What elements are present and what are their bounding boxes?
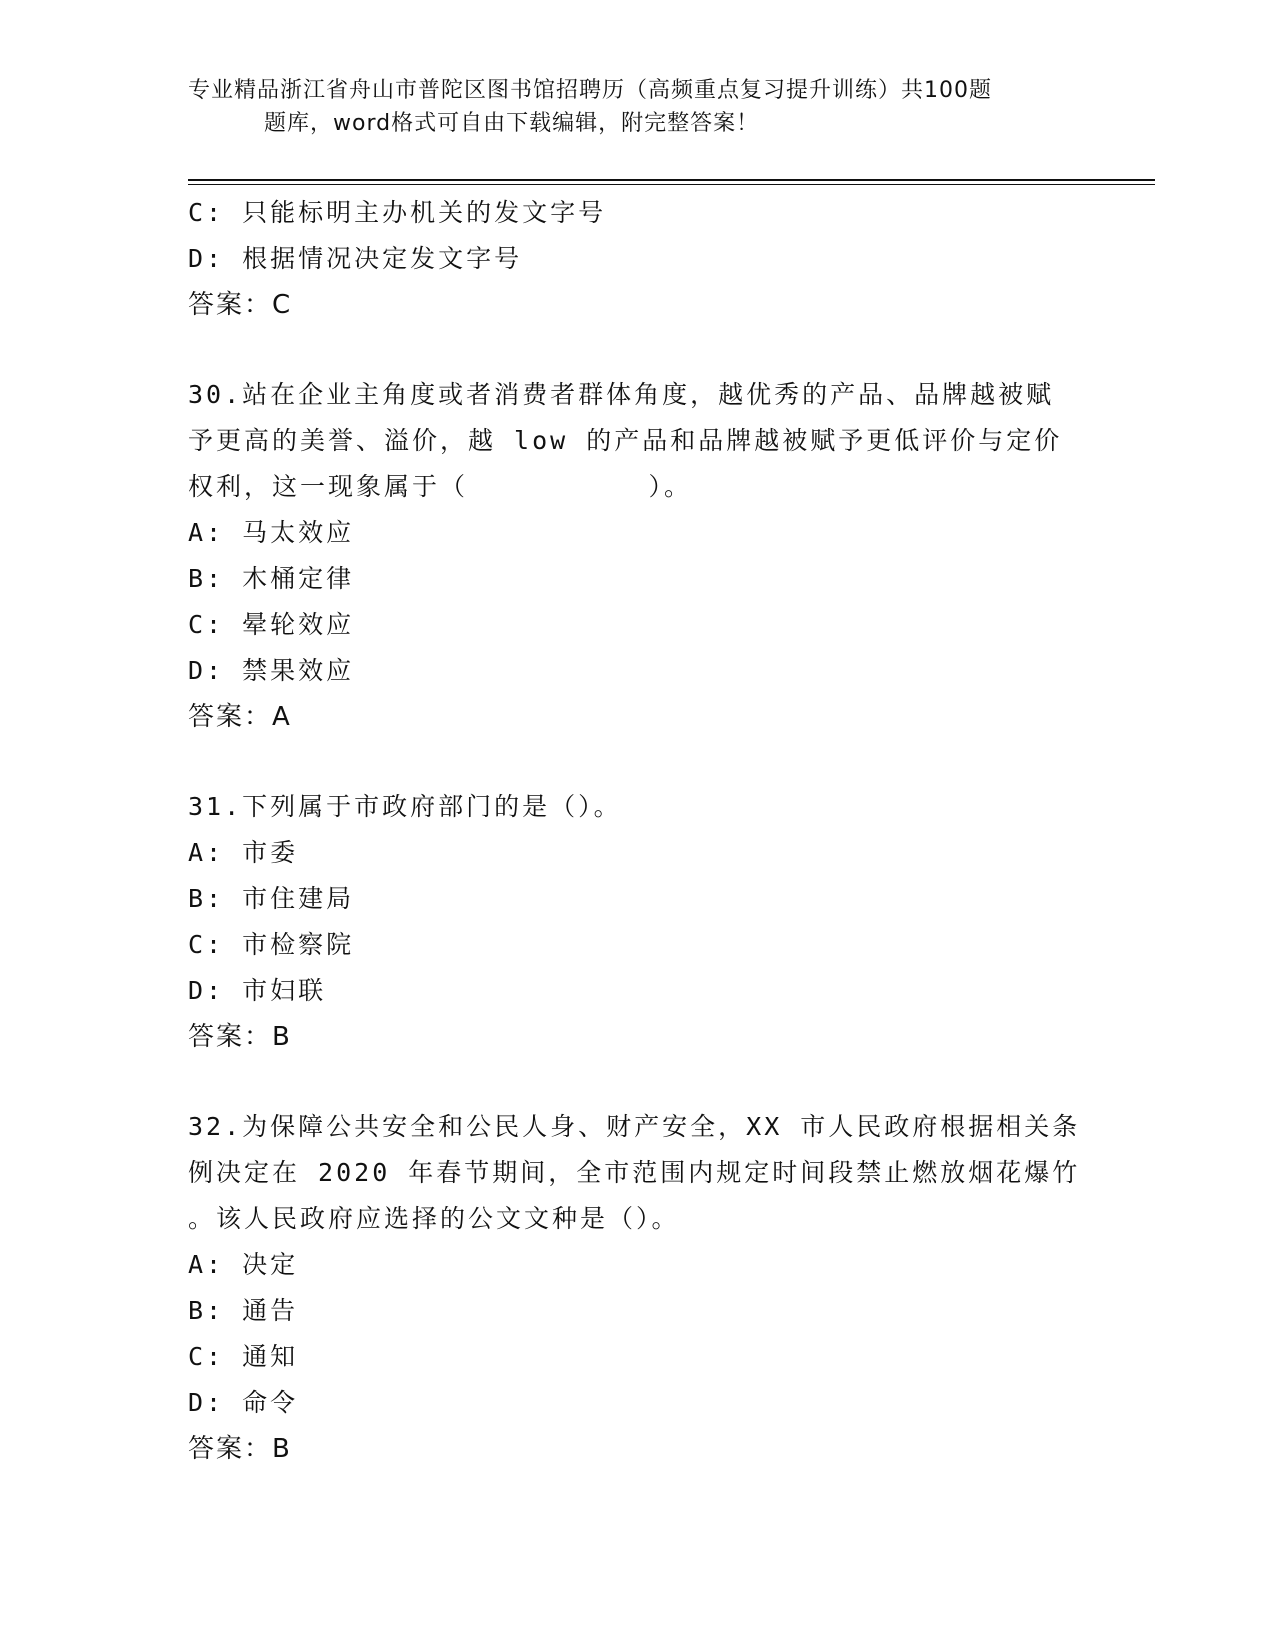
option-d: D: 市妇联 (188, 976, 327, 1005)
option-d: D: 禁果效应 (188, 656, 355, 685)
option-c: C: 市检察院 (188, 930, 355, 959)
question-stem-line: 。该人民政府应选择的公文文种是（）。 (188, 1204, 680, 1233)
question-stem-line: 32.为保障公共安全和公民人身、财产安全，XX 市人民政府根据相关条 (188, 1112, 1081, 1141)
spacer (188, 740, 1088, 784)
option-b: B: 通告 (188, 1296, 299, 1325)
answer-line: 答案：C (188, 290, 293, 320)
question-stem-line: 31.下列属于市政府部门的是（）。 (188, 792, 622, 821)
answer-line: 答案：B (188, 1434, 292, 1464)
option-a: A: 决定 (188, 1250, 299, 1279)
option-a: A: 马太效应 (188, 518, 355, 547)
question-block-31 (188, 784, 1088, 1060)
option-c: C: 只能标明主办机关的发文字号 (188, 198, 607, 227)
option-d: D: 根据情况决定发文字号 (188, 244, 523, 273)
question-stem-line: 权利，这一现象属于（ ）。 (188, 472, 693, 501)
option-c: C: 晕轮效应 (188, 610, 355, 639)
question-content (188, 190, 1088, 1472)
answer-line: 答案：A (188, 702, 292, 732)
question-block-continued (188, 190, 1088, 328)
header-title-line-1: 专业精品浙江省舟山市普陀区图书馆招聘历（高频重点复习提升训练）共100题 (188, 78, 992, 103)
question-block-30 (188, 372, 1088, 740)
document-header (188, 74, 1068, 140)
option-c: C: 通知 (188, 1342, 299, 1371)
question-stem-line: 例决定在 2020 年春节期间，全市范围内规定时间段禁止燃放烟花爆竹 (188, 1158, 1081, 1187)
question-stem-line: 30.站在企业主角度或者消费者群体角度，越优秀的产品、品牌越被赋 (188, 380, 1055, 409)
question-block-32 (188, 1104, 1088, 1472)
header-rule-thin (188, 184, 1155, 185)
option-b: B: 市住建局 (188, 884, 355, 913)
option-b: B: 木桶定律 (188, 564, 355, 593)
header-title-line-2: 题库，word格式可自由下载编辑，附完整答案！ (264, 111, 760, 136)
option-d: D: 命令 (188, 1388, 299, 1417)
answer-line: 答案：B (188, 1022, 292, 1052)
spacer (188, 328, 1088, 372)
option-a: A: 市委 (188, 838, 299, 867)
question-stem-line: 予更高的美誉、溢价，越 low 的产品和品牌越被赋予更低评价与定价 (188, 426, 1063, 455)
spacer (188, 1060, 1088, 1104)
header-rule-thick (188, 179, 1155, 181)
